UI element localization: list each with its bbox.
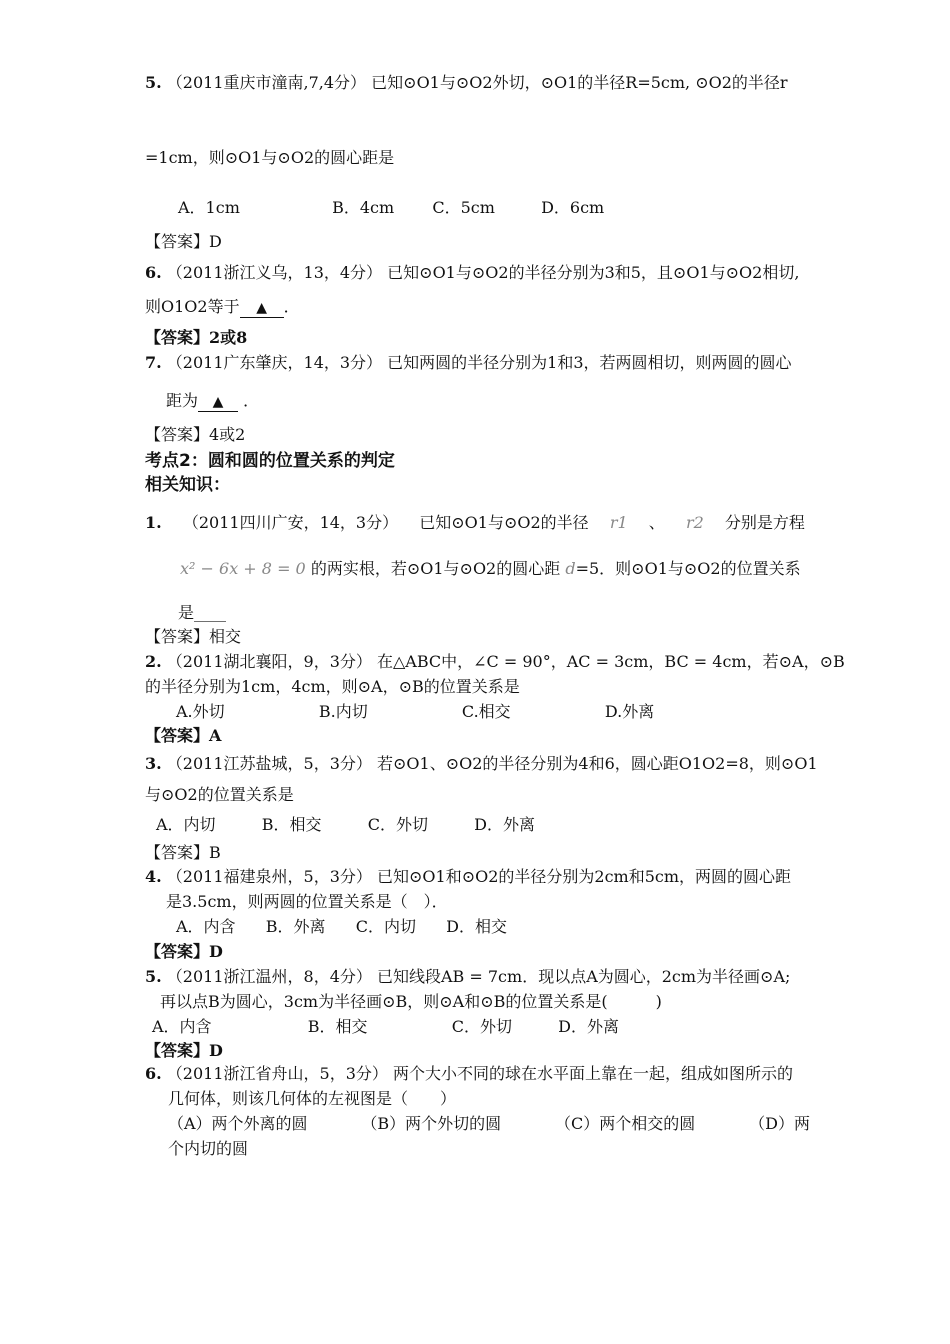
q7a-source: （2011广东肇庆，14，3分） [166, 353, 383, 372]
p4-line [145, 866, 791, 888]
p1-d: d [565, 559, 576, 578]
p6-option-d: （D）两 [749, 1114, 810, 1133]
p1-answer: 【答案】相交 [145, 627, 242, 646]
p1-text-e: 是____ [178, 603, 227, 622]
q7a-cont: 距为 ▲ ． [166, 391, 260, 410]
q5a-options [178, 197, 604, 219]
q7a-line [145, 352, 792, 374]
p4-option-c: C．内切 [355, 917, 416, 936]
p4-option-b: B．外离 [265, 917, 326, 936]
p3-option-b: B．相交 [261, 815, 322, 834]
p5-text: 已知线段AB = 7cm．现以点A为圆心，2cm为半径画⊙A; [376, 967, 791, 986]
p6-text: 两个大小不同的球在水平面上靠在一起，组成如图所示的 [392, 1064, 793, 1083]
q5a-option-a: A．1cm [178, 198, 240, 217]
p3-options [156, 814, 535, 836]
p4-option-a: A．内含 [176, 917, 236, 936]
p3-option-d: D．外离 [474, 815, 535, 834]
p4-source: （2011福建泉州，5，3分） [166, 867, 372, 886]
p1-line2 [180, 558, 801, 580]
section-title: 考点2：圆和圆的位置关系的判定 [145, 451, 395, 471]
p1-sep: 、 [648, 513, 665, 532]
p3-cont: 与⊙O2的位置关系是 [145, 785, 294, 804]
p1-r2: r2 [685, 513, 704, 532]
q6a-cont: 则O1O2等于 ▲ ． [145, 297, 300, 316]
q5a-option-d: D．6cm [541, 198, 605, 217]
p2-line [145, 651, 845, 673]
p6-options [168, 1113, 810, 1135]
p1-text-a: 已知⊙O1与⊙O2的半径 [419, 513, 589, 532]
q5a-cont: =1cm，则⊙O1与⊙O2的圆心距是 [145, 148, 395, 167]
p5-line [145, 966, 790, 988]
q6a-line [145, 262, 799, 284]
p4-options [176, 916, 507, 938]
p2-answer: 【答案】A [145, 726, 222, 745]
p5-option-c: C．外切 [451, 1017, 512, 1036]
p6-number: 6. [145, 1064, 162, 1083]
p6-source: （2011浙江省舟山，5，3分） [166, 1064, 388, 1083]
p2-source: （2011湖北襄阳，9，3分） [166, 652, 372, 671]
q6a-text: 已知⊙O1与⊙O2的半径分别为3和5，且⊙O1与⊙O2相切, [387, 263, 800, 282]
p3-line [145, 753, 818, 775]
p3-number: 3. [145, 754, 162, 773]
p6-cont: 几何体，则该几何体的左视图是（ ） [168, 1089, 457, 1108]
q5a-option-c: C．5cm [432, 198, 495, 217]
q5a-number: 5. [145, 73, 162, 92]
p3-source: （2011江苏盐城，5，3分） [166, 754, 372, 773]
p2-option-a: A.外切 [176, 702, 225, 721]
p5-option-b: B．相交 [307, 1017, 368, 1036]
p6-options-justified [168, 1113, 810, 1135]
p4-text: 已知⊙O1和⊙O2的半径分别为2cm和5cm，两圆的圆心距 [376, 867, 792, 886]
q6a-cont-text: 则O1O2等于 [145, 297, 240, 316]
p2-number: 2. [145, 652, 162, 671]
p6-option-b: （B）两个外切的圆 [361, 1114, 502, 1133]
q6a-source: （2011浙江义乌，13，4分） [166, 263, 383, 282]
p4-option-d: D．相交 [446, 917, 507, 936]
p1-line [145, 512, 805, 534]
p3-answer: 【答案】B [145, 843, 221, 862]
p3-text: 若⊙O1、⊙O2的半径分别为4和6，圆心距O1O2=8，则⊙O1 [376, 754, 818, 773]
p2-text: 在△ABC中，∠C = 90°，AC = 3cm，BC = 4cm，若⊙A，⊙B [376, 652, 845, 671]
p5-source: （2011浙江温州，8，4分） [166, 967, 372, 986]
q7a-answer: 【答案】4或2 [145, 425, 246, 444]
p6-line [145, 1063, 793, 1085]
p1-r1: r1 [609, 513, 628, 532]
section-subtitle: 相关知识： [145, 475, 230, 495]
q5a-source: （2011重庆市潼南,7,4分） [166, 73, 367, 92]
p5-cont: 再以点B为圆心，3cm为半径画⊙B，则⊙A和⊙B的位置关系是( ) [160, 992, 662, 1011]
p1-line-justified [145, 512, 805, 534]
p2-options [176, 701, 654, 723]
q6a-answer: 【答案】2或8 [145, 328, 248, 347]
p4-cont: 是3.5cm，则两圆的位置关系是（ ）． [166, 892, 448, 911]
q5a-text: 已知⊙O1与⊙O2外切，⊙O1的半径R=5cm, ⊙O2的半径r [371, 73, 788, 92]
p4-answer: 【答案】D [145, 942, 223, 961]
p1-number: 1. [145, 513, 162, 532]
p6-option-c: （C）两个相交的圆 [555, 1114, 696, 1133]
p6-option-a: （A）两个外离的圆 [168, 1114, 308, 1133]
q7a-number: 7. [145, 353, 162, 372]
p5-number: 5. [145, 967, 162, 986]
p1-text-d: =5．则⊙O1与⊙O2的位置关系 [575, 559, 801, 578]
p2-cont: 的半径分别为1cm，4cm，则⊙A，⊙B的位置关系是 [145, 677, 520, 696]
p2-option-b: B.内切 [318, 702, 368, 721]
q6a-number: 6. [145, 263, 162, 282]
p6-tail: 个内切的圆 [168, 1139, 249, 1158]
p2-option-d: D.外离 [604, 702, 655, 721]
p1-equation: x² − 6x + 8 = 0 [180, 559, 306, 578]
p1-text-b: 分别是方程 [724, 513, 805, 532]
q7a-text: 已知两圆的半径分别为1和3，若两圆相切，则两圆的圆心 [387, 353, 792, 372]
p2-option-c: C.相交 [461, 702, 511, 721]
q5a-answer: 【答案】D [145, 232, 222, 251]
q7a-cont-text: 距为 [166, 391, 199, 410]
q7a-blank: ▲ [198, 393, 238, 412]
p5-answer: 【答案】D [145, 1041, 223, 1060]
p3-option-c: C．外切 [367, 815, 428, 834]
p3-option-a: A．内切 [156, 815, 216, 834]
p1-text-c: 的两实根，若⊙O1与⊙O2的圆心距 [310, 559, 561, 578]
q6a-blank: ▲ [240, 299, 284, 318]
p4-number: 4. [145, 867, 162, 886]
p5-options [152, 1016, 619, 1038]
p1-source: （2011四川广安，14，3分） [182, 513, 399, 532]
q5a-line [145, 72, 788, 94]
p5-option-d: D．外离 [558, 1017, 619, 1036]
q5a-option-b: B．4cm [332, 198, 395, 217]
p5-option-a: A．内含 [152, 1017, 212, 1036]
